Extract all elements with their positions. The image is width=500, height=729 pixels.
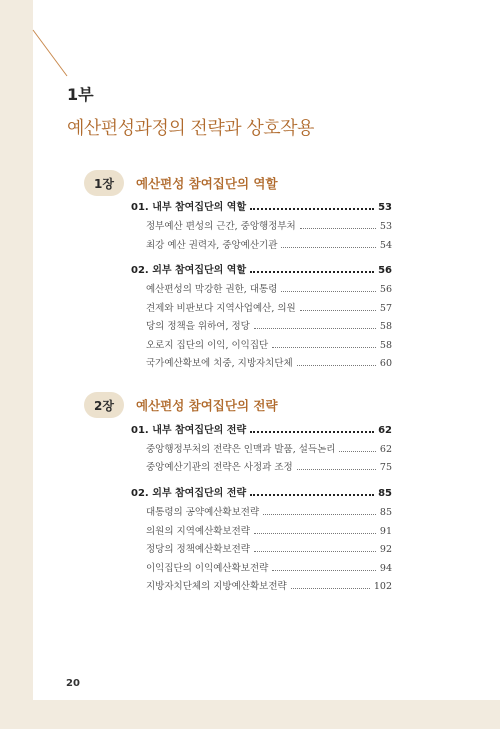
leader-dots (250, 271, 374, 273)
toc-item-title: 지방자치단체의 지방예산확보전략 (146, 581, 287, 592)
toc-item[interactable] (146, 235, 392, 251)
toc-item[interactable] (146, 316, 392, 332)
toc-item[interactable] (146, 539, 392, 555)
leader-dots (263, 514, 376, 515)
toc-item-title: 오로지 집단의 이익, 이익집단 (146, 340, 269, 351)
toc-item-title: 정부예산 편성의 근간, 중앙행정부처 (146, 221, 296, 232)
part-label: 1부 (67, 85, 94, 104)
toc-section[interactable] (131, 260, 392, 276)
toc-section[interactable] (131, 483, 392, 499)
toc-item-title: 정당의 정책예산확보전략 (146, 544, 250, 555)
chapter-badge: 2장 (84, 392, 124, 418)
leader-dots (300, 228, 376, 229)
leader-dots (339, 451, 375, 452)
toc-item[interactable] (146, 439, 392, 455)
page-number: 20 (66, 678, 80, 689)
toc-page-number: 91 (379, 526, 392, 537)
chapter-1-heading[interactable] (84, 170, 278, 196)
toc-item-title: 예산편성의 막강한 권한, 대통령 (146, 284, 278, 295)
toc-page-number: 85 (378, 488, 392, 499)
leader-dots (300, 310, 376, 311)
chapter-badge: 1장 (84, 170, 124, 196)
chapter-title: 예산편성 참여집단의 전략 (136, 398, 278, 413)
toc-item-title: 견제와 비판보다 지역사업예산, 의원 (146, 303, 296, 314)
toc-item-title: 이익집단의 이익예산확보전략 (146, 563, 269, 574)
toc-item[interactable] (146, 353, 392, 369)
toc-page-number: 94 (379, 563, 392, 574)
toc-page-number: 58 (379, 321, 392, 332)
toc-page-number: 85 (379, 507, 392, 518)
toc-item[interactable] (146, 298, 392, 314)
toc-page-number: 75 (379, 462, 392, 473)
toc-section[interactable] (131, 197, 392, 213)
leader-dots (272, 570, 376, 571)
toc-page-number: 54 (379, 240, 392, 251)
corner-decoration-line (31, 28, 71, 80)
toc-item[interactable] (146, 521, 392, 537)
toc-item[interactable] (146, 279, 392, 295)
toc-page-number: 53 (379, 221, 392, 232)
chapter-2-heading[interactable] (84, 392, 278, 418)
toc-item[interactable] (146, 502, 392, 518)
leader-dots (250, 208, 374, 210)
leader-dots (291, 588, 370, 589)
toc-item-title: 의원의 지역예산확보전략 (146, 526, 250, 537)
leader-dots (254, 533, 376, 534)
toc-page-number: 53 (378, 202, 392, 213)
toc-section[interactable] (131, 420, 392, 436)
chapter-title: 예산편성 참여집단의 역할 (136, 176, 278, 191)
toc-item-title: 최강 예산 권력자, 중앙예산기관 (146, 240, 278, 251)
leader-dots (297, 469, 376, 470)
leader-dots (250, 494, 374, 496)
toc-item[interactable] (146, 576, 392, 592)
leader-dots (272, 347, 376, 348)
leader-dots (254, 328, 376, 329)
toc-item[interactable] (146, 216, 392, 232)
toc-item-title: 중앙행정부처의 전략은 인맥과 발품, 설득논리 (146, 444, 336, 455)
toc-page-number: 62 (378, 425, 392, 436)
toc-item-title: 대통령의 공약예산확보전략 (146, 507, 260, 518)
toc-item[interactable] (146, 335, 392, 351)
toc-item-title: 국가예산확보에 치중, 지방자치단체 (146, 358, 293, 369)
toc-page-number: 62 (379, 444, 392, 455)
toc-page-number: 102 (373, 581, 392, 592)
leader-dots (250, 431, 374, 433)
toc-page-number: 58 (379, 340, 392, 351)
toc-item-title: 당의 정책을 위하여, 정당 (146, 321, 250, 332)
toc-item[interactable] (146, 558, 392, 574)
toc-page-number: 57 (379, 303, 392, 314)
part-title: 예산편성과정의 전략과 상호작용 (67, 118, 314, 139)
toc-page-number: 92 (379, 544, 392, 555)
toc-section-title: 02. 외부 참여집단의 역할 (131, 265, 247, 276)
leader-dots (297, 365, 376, 366)
toc-section-title: 01. 내부 참여집단의 전략 (131, 425, 247, 436)
toc-page-number: 60 (379, 358, 392, 369)
toc-item[interactable] (146, 457, 392, 473)
toc-page-number: 56 (378, 265, 392, 276)
toc-page-number: 56 (379, 284, 392, 295)
toc-section-title: 02. 외부 참여집단의 전략 (131, 488, 247, 499)
leader-dots (281, 291, 376, 292)
toc-item-title: 중앙예산기관의 전략은 사정과 조정 (146, 462, 293, 473)
leader-dots (254, 551, 376, 552)
toc-section-title: 01. 내부 참여집단의 역할 (131, 202, 247, 213)
leader-dots (281, 247, 376, 248)
